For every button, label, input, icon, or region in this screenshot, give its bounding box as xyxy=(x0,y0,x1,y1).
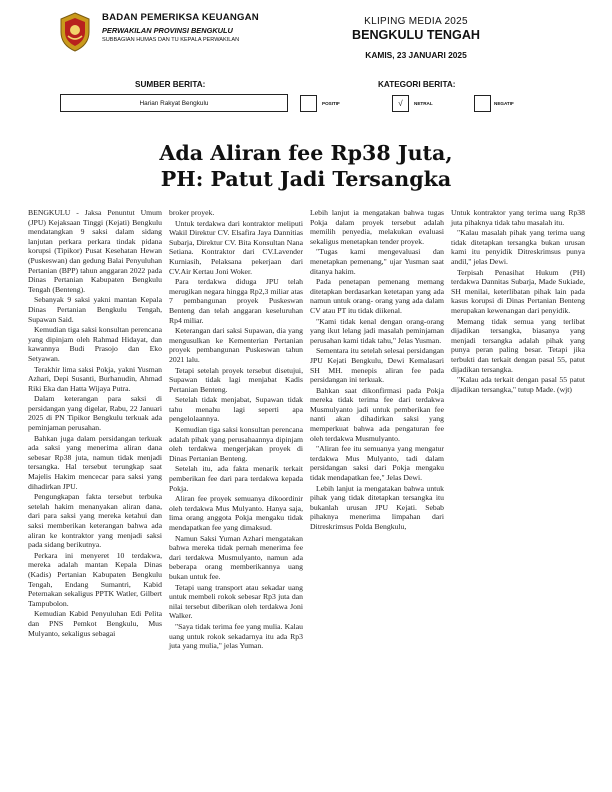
source-label: SUMBER BERITA: xyxy=(135,80,206,89)
headline-line-2: PH: Patut Jadi Tersangka xyxy=(160,167,452,191)
paragraph: Dalam keterangan para saksi di persidangan yang digelar, Rabu, 22 Januari 2025 di PN Tipikor Bengkulu terkuak ada peminjaman perusahan. xyxy=(28,394,162,433)
paragraph: Para terdakwa diduga JPU telah merugikan negara hingga Rp2,3 miliar atas 7 pembangunan proyek Puskeswan Benteng dan telah anggaran keseluruhan Rp4 miliar. xyxy=(169,277,303,325)
category-neutral-checkbox: √ xyxy=(392,95,409,112)
paragraph: Setelah tidak menjabat, Supawan tidak tahu menahu lagi seperti apa pengelolaannya. xyxy=(169,395,303,424)
paragraph: Terpisah Penasihat Hukum (PH) terdakwa Dannitas Subarja, Made Sukiade, SH menilai, keterlibatan pihak lain pada kasus korupsi di Dinas Pertanian Benteng merupakan kewenangan dari penyidik. xyxy=(451,267,585,315)
clip-date: KAMIS, 23 JANUARI 2025 xyxy=(365,50,467,60)
org-subtitle: PERWAKILAN PROVINSI BENGKULU xyxy=(102,26,233,35)
paragraph: Aliran fee proyek semuanya dikoordinir oleh terdakwa Mus Mulyanto. Hanya saja, lima orang anggota Pokja mengaku tidak mendapatkan fee yang dimaksud. xyxy=(169,494,303,532)
article-column-3 xyxy=(310,208,444,533)
paragraph: Sebanyak 9 saksi yakni mantan Kepala Dinas Pertanian Bengkulu Tengah, Supawan Said. xyxy=(28,295,162,324)
paragraph: BENGKULU - Jaksa Penuntut Umum (JPU) Kejaksaan Tinggi (Kejati) Bengkulu mendatangkan 9 saksi dalam sidang lanjutan perkara perkara tindak pidana korupsi (Tipikor) Pusat Kesehatan Hewan (Puskeswan) dan gedung Balai Penyuluhan Pertanian (BPP) tahun anggaran 2022 pada Dinas Pertanian Kabupaten Bengkulu Tengah (Benteng). xyxy=(28,208,162,294)
paragraph: "Kami tidak kenal dengan orang-orang yang ikut lelang jadi masalah peminjaman perusahan kami tidak tahu," Jelas Yusman. xyxy=(310,316,444,345)
paragraph: Bahkan saat dikonfirmasi pada Pokja mereka tidak terima fee dari terdakwa Musmulyanto jadi untuk pemberikan fee nanti akan dihadirkan saksi yang memperkuat bahwa ada pengaturan fee oleh terdakwa Musmulyanto. xyxy=(310,385,444,443)
paragraph: "Tugas kami mengevaluasi dan menetapkan pemenang," ujar Yusman saat ditanya hakim. xyxy=(310,247,444,276)
kliping-title: KLIPING MEDIA 2025 xyxy=(364,16,468,27)
article-column-2 xyxy=(169,208,303,652)
paragraph: Kemudian tiga saksi konsultan perencana adalah pihak yang perusahaannya dipinjam oleh terdakwa mengerjakan proyek di Dinas Pertanian Benteng. xyxy=(169,425,303,463)
category-label: KATEGORI BERITA: xyxy=(378,80,456,89)
paragraph: "Aliran fee itu semuanya yang mengatur terdakwa Mus Mulyanto, tadi dalam persidangan saksi dari Pokja mengaku tidak mendapatkan fee," Jelas Dewi. xyxy=(310,444,444,483)
category-positive-checkbox xyxy=(300,95,317,112)
paragraph: Perkara ini menyeret 10 terdakwa, mereka adalah mantan Kepala Dinas (Kadis) Pertanian Kabupaten Bengkulu Tengah, Endang Sumantri, Kabid Peternakan sekaligus PPTK Watler, Gilbert Tampubolon. xyxy=(28,550,162,608)
region-title: BENGKULU TENGAH xyxy=(351,28,481,42)
header-left xyxy=(58,10,298,70)
category-neutral-label: NETRAL xyxy=(414,101,433,106)
category-positive-label: POSITIF xyxy=(322,101,340,106)
paragraph: Tetapi setelah proyek tersebut disetujui, Supawan tidak lagi menjabat Kadis Pertanian Benteng. xyxy=(169,365,303,394)
org-name: BADAN PEMERIKSA KEUANGAN xyxy=(102,12,259,23)
source-field: Harian Rakyat Bengkulu xyxy=(60,94,288,112)
headline-line-1: Ada Aliran fee Rp38 Juta, xyxy=(159,141,453,165)
category-negative-checkbox xyxy=(474,95,491,112)
article-column-4 xyxy=(451,208,585,395)
paragraph: Memang tidak semua yang terlibat dijadikan tersangka, biasanya yang menjadi tersangka adalah pihak yang punya peran paling besar. Tetapi jika terbukti dan terkait dengan pasal 55, patut dijadikan tersangka. xyxy=(451,316,585,374)
org-unit: SUBBAGIAN HUMAS DAN TU KEPALA PERWAKILAN xyxy=(102,37,240,43)
paragraph: Namun Saksi Yuman Azhari mengatakan bahwa mereka tidak pernah menerima fee dari terdakwa Musmulyanto, namun ada beberapa orang memberikannya uang bukan untuk fee. xyxy=(169,533,303,581)
paragraph: Setelah itu, ada fakta menarik terkait pemberikan fee dari para terdakwa kepada Pokja. xyxy=(169,464,303,493)
paragraph: broker proyek. xyxy=(169,208,215,217)
paragraph: Kemudian Kabid Penyuluhan Edi Pelita dan PNS Pemkot Bengkulu, Mus Mulyanto, sekaligus sebagai xyxy=(28,609,162,638)
paragraph: "Kalau masalah pihak yang terima uang tidak ditetapkan tersangka bukan urusan kami itu penyidik Ditreskrimsus punya andil," jelas Dewi. xyxy=(451,228,585,266)
paragraph: Untuk kontraktor yang terima uang Rp38 juta pihaknya tidak tahu masalah itu. xyxy=(451,208,585,227)
paragraph: "Kalau ada terkait dengan pasal 55 patut dijadikan tersangka," tutup Made. (wjt) xyxy=(451,375,585,394)
paragraph: Keterangan dari saksi Supawan, dia yang mengusulkan ke Kementerian Pertanian proyek pembangunan Puskeswan tahun 2021 lalu. xyxy=(169,326,303,364)
paragraph: Lebih lanjut ia mengatakan bahwa untuk pihak yang tidak ditetapkan tersangka itu bukanlah urusan JPU Kejati. Sebab pihaknya menerima limpahan dari Ditreskrimsus Polda Bengkulu, xyxy=(310,483,444,531)
paragraph: Untuk terdakwa dari kontraktor meliputi Wakil Direktur CV. Elsafira Jaya Dannitias Subarja, Direktur CV. Bita Konsultan Nana Setiana. Kontraktor dari CV.Lavender Kurniasih, Pelaksana pekerjaan dari CV.Air Kertau Joni Woker. xyxy=(169,218,303,276)
article-column-1 xyxy=(28,208,162,639)
paragraph: Pengungkapan fakta tersebut terbuka setelah hakim menanyakan aliran dana, dari para saksi yang mereka ketahui dan saksi memberikan keterangan bahwa ada aliran ke kontraktor yang menjadi saksi pada sidang berikutnya. xyxy=(28,492,162,550)
paragraph: Sementara itu setelah selesai persidangan JPU Kejati Bengkulu, Dewi Kemalasari SH MH. menepis aliran fee pada persidangan ini terkuak. xyxy=(310,346,444,385)
category-negative-label: NEGATIF xyxy=(494,101,514,106)
article-headline xyxy=(80,140,532,192)
paragraph: Lebih lanjut ia mengatakan bahwa tugas Pokja dalam proyek tersebut adalah memilih penyedia, melakukan evaluasi sekaligus menetapkan tender proyek. xyxy=(310,208,444,246)
header-right xyxy=(316,16,516,60)
bpk-emblem-icon xyxy=(58,12,92,52)
paragraph: Terakhir lima saksi Pokja, yakni Yusman Azhari, Depi Susanti, Burhanudin, Ahmad Riki Eka dan Hatta Wijaya Putra. xyxy=(28,364,162,393)
paragraph: Tetapi uang transport atau sekadar uang untuk membeli rokok sebesar Rp3 juta dan nilai tersebut diberikan oleh terdakwa Joni Walker. xyxy=(169,582,303,621)
paragraph: Pada penetapan pemenang memang ditetapkan berdasarkan ketetapan yang ada namun untuk orang- orang yang ada dalam CV atau PT itu tidak diikenal. xyxy=(310,277,444,315)
paragraph: Kemudian tiga saksi konsultan perencana yang dipinjam oleh Rahmad Hidayat, dan kawannya Budi Prasojo dan Eko Setyawan. xyxy=(28,325,162,363)
paragraph: Bahkan juga dalam persidangan terkuak ada saksi yang menerima aliran dana sebesar Rp38 juta, namun tidak menjadi tersangka. Hal tersebut terungkap saat Majelis Hakim mencecar para saksi yang dihadirkan JPU. xyxy=(28,433,162,491)
paragraph: "Saya tidak terima fee yang mulia. Kalau uang untuk rokok sekadarnya itu ada Rp3 juta yang mulia," jelas Yuman. xyxy=(169,621,303,651)
